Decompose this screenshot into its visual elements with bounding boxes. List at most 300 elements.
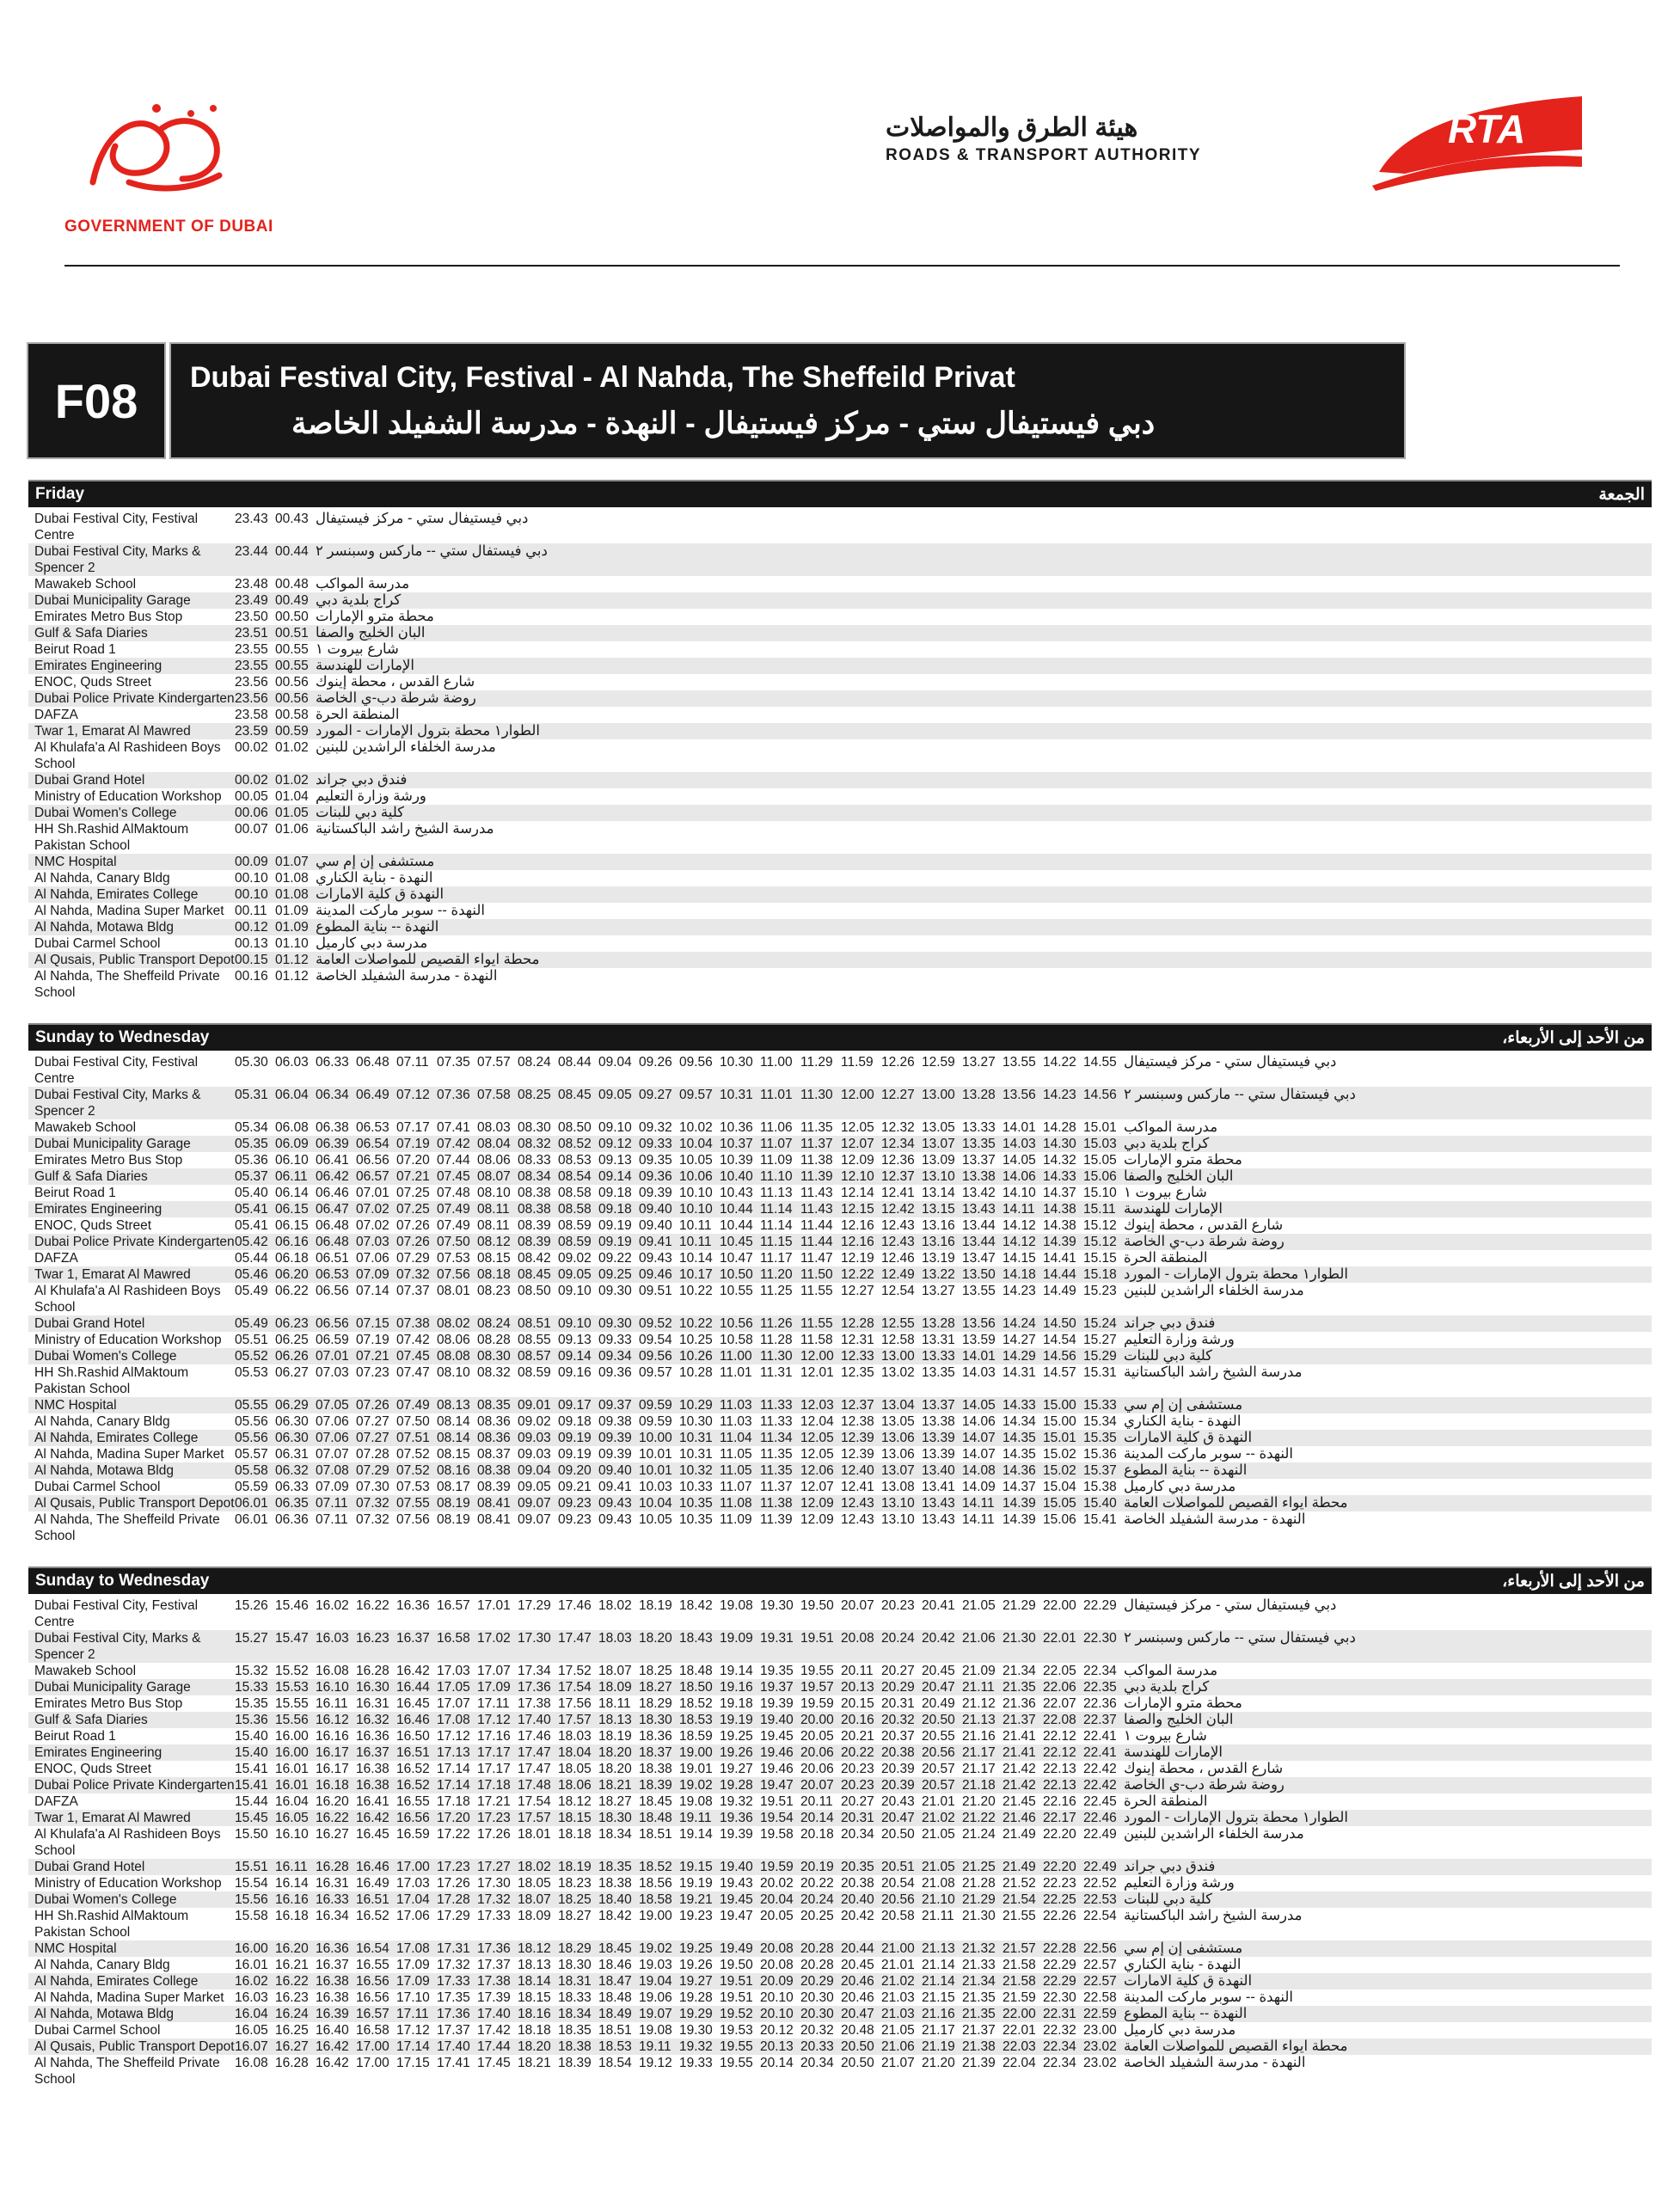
- stop-name-ar: محطة مترو الإمارات: [1124, 1695, 1242, 1711]
- departure-times: [235, 1479, 1124, 1495]
- time-cell: 07.17: [396, 1120, 430, 1135]
- time-cell: 21.20: [962, 1794, 996, 1809]
- time-cell: 14.37: [1043, 1186, 1076, 1200]
- timetable-row: [28, 1597, 1652, 1630]
- time-cell: 17.41: [437, 2056, 470, 2070]
- time-cell: 05.35: [235, 1137, 268, 1151]
- time-cell: 20.21: [841, 1729, 874, 1744]
- time-cell: 19.59: [800, 1696, 834, 1711]
- time-cell: 10.01: [639, 1447, 672, 1462]
- time-cell: 21.36: [1002, 1696, 1036, 1711]
- time-cell: 15.52: [275, 1664, 309, 1678]
- time-cell: 21.59: [1002, 1990, 1036, 2005]
- time-cell: 09.03: [518, 1431, 551, 1445]
- time-cell: 17.57: [518, 1811, 551, 1825]
- time-cell: 12.40: [841, 1463, 874, 1478]
- time-cell: 18.50: [679, 1680, 713, 1695]
- time-cell: 13.39: [922, 1447, 955, 1462]
- time-cell: 06.48: [356, 1055, 389, 1070]
- time-cell: 06.49: [356, 1088, 389, 1102]
- time-cell: 16.11: [275, 1860, 308, 1874]
- time-cell: 19.14: [720, 1664, 753, 1678]
- stop-name-ar: النهدة - بناية الكناري: [1124, 1413, 1242, 1429]
- departure-times: [235, 674, 316, 690]
- departure-times: [235, 1630, 1124, 1646]
- stop-name-ar: كراج بلدية دبي: [1124, 1679, 1210, 1695]
- stop-name-ar: فندق دبي جراند: [1124, 1859, 1216, 1874]
- time-cell: 00.10: [235, 871, 268, 886]
- time-cell: 17.02: [477, 1631, 511, 1646]
- stop-name-ar: البان الخليج والصفا: [316, 625, 426, 641]
- stop-name-en: Twar 1, Emarat Al Mawred: [34, 1811, 191, 1825]
- time-cell: 06.53: [356, 1120, 389, 1135]
- time-cell: 11.38: [760, 1496, 793, 1511]
- time-cell: 07.15: [356, 1316, 389, 1331]
- section-header-sun-wed-evening: [28, 1566, 1652, 1594]
- time-cell: 16.56: [396, 1811, 430, 1825]
- time-cell: 17.22: [437, 1827, 470, 1842]
- route-title-english: Dubai Festival City, Festival - Al Nahda, The Sheffeild Privat: [190, 360, 1015, 394]
- time-cell: 16.25: [275, 2023, 309, 2038]
- time-cell: 18.49: [598, 2007, 632, 2021]
- time-cell: 18.13: [598, 1713, 632, 1727]
- time-cell: 22.29: [1043, 1974, 1076, 1989]
- time-cell: 16.16: [275, 1892, 309, 1907]
- time-cell: 22.37: [1083, 1713, 1117, 1727]
- stop-name-ar: مدرسة دبي كارميل: [1124, 2022, 1236, 2038]
- time-cell: 10.45: [720, 1235, 753, 1249]
- time-cell: 06.32: [275, 1463, 309, 1478]
- timetable-row: [28, 543, 1652, 576]
- time-cell: 11.30: [800, 1088, 833, 1102]
- stop-name-ar: الطوار١ محطة بترول الإمارات - المورد: [1124, 1810, 1348, 1825]
- time-cell: 08.38: [518, 1202, 551, 1217]
- time-cell: 21.16: [922, 2007, 955, 2021]
- departure-times: [235, 1413, 1124, 1430]
- stop-name-ar: شارع بيروت ١: [316, 641, 399, 657]
- time-cell: 11.09: [720, 1512, 752, 1527]
- time-cell: 10.31: [720, 1088, 753, 1102]
- departure-times: [235, 1087, 1124, 1103]
- time-cell: 17.09: [396, 1974, 430, 1989]
- time-cell: 08.16: [437, 1463, 470, 1478]
- time-cell: 12.37: [841, 1398, 874, 1413]
- time-cell: 21.29: [1002, 1598, 1036, 1613]
- time-cell: 11.07: [720, 1480, 752, 1494]
- time-cell: 17.33: [437, 1974, 470, 1989]
- time-cell: 17.47: [518, 1745, 551, 1760]
- time-cell: 14.01: [962, 1349, 996, 1364]
- time-cell: 19.11: [639, 2039, 671, 2054]
- time-cell: 08.38: [477, 1463, 511, 1478]
- time-cell: 11.50: [800, 1267, 833, 1282]
- time-cell: 01.06: [275, 822, 309, 837]
- timetable-row: [28, 1495, 1652, 1511]
- time-cell: 11.35: [760, 1447, 793, 1462]
- time-cell: 16.03: [316, 1631, 349, 1646]
- time-cell: 19.45: [760, 1729, 794, 1744]
- stop-name-ar: دبي فيستيفال ستي - مركز فيستيفال: [1124, 1054, 1337, 1070]
- time-cell: 21.19: [922, 2039, 955, 2054]
- time-cell: 20.13: [841, 1680, 874, 1695]
- time-cell: 13.55: [962, 1284, 996, 1298]
- time-cell: 14.50: [1043, 1316, 1076, 1331]
- time-cell: 17.08: [437, 1713, 470, 1727]
- time-cell: 07.11: [316, 1496, 348, 1511]
- time-cell: 16.46: [356, 1860, 389, 1874]
- time-cell: 09.38: [598, 1414, 632, 1429]
- time-cell: 14.03: [1002, 1137, 1036, 1151]
- time-cell: 19.26: [720, 1745, 753, 1760]
- time-cell: 20.47: [841, 2007, 874, 2021]
- time-cell: 18.30: [598, 1811, 632, 1825]
- departure-times: [235, 1201, 1124, 1217]
- time-cell: 15.44: [235, 1794, 268, 1809]
- time-cell: 08.44: [558, 1055, 592, 1070]
- time-cell: 16.31: [356, 1696, 389, 1711]
- time-cell: 18.19: [598, 1729, 632, 1744]
- time-cell: 09.19: [598, 1235, 632, 1249]
- time-cell: 14.07: [962, 1431, 996, 1445]
- stop-name-en: ENOC, Quds Street: [34, 675, 152, 690]
- time-cell: 01.10: [275, 936, 309, 951]
- time-cell: 17.47: [558, 1631, 592, 1646]
- timetable-row: [28, 886, 1652, 903]
- time-cell: 17.45: [477, 2056, 511, 2070]
- time-cell: 08.06: [477, 1153, 511, 1168]
- time-cell: 12.43: [881, 1235, 915, 1249]
- time-cell: 09.20: [558, 1463, 592, 1478]
- departure-times: [235, 870, 316, 886]
- time-cell: 20.25: [800, 1909, 834, 1923]
- time-cell: 20.48: [841, 2023, 874, 2038]
- time-cell: 11.14: [760, 1202, 793, 1217]
- time-cell: 17.13: [437, 1745, 470, 1760]
- time-cell: 01.07: [275, 855, 309, 869]
- time-cell: 16.18: [275, 1909, 309, 1923]
- time-cell: 17.46: [518, 1729, 551, 1744]
- time-cell: 09.39: [598, 1431, 632, 1445]
- time-cell: 14.35: [1002, 1431, 1036, 1445]
- time-cell: 20.30: [800, 1990, 834, 2005]
- departure-times: [235, 576, 316, 592]
- time-cell: 11.39: [800, 1169, 833, 1184]
- time-cell: 15.02: [1043, 1463, 1076, 1478]
- stop-name-ar: محطة مترو الإمارات: [1124, 1152, 1242, 1168]
- time-cell: 07.02: [356, 1218, 389, 1233]
- timetable-row: [28, 903, 1652, 919]
- time-cell: 13.06: [881, 1447, 915, 1462]
- time-cell: 13.33: [922, 1349, 955, 1364]
- time-cell: 18.16: [518, 2007, 551, 2021]
- stop-name-ar: محطة مترو الإمارات: [316, 609, 434, 624]
- departure-times: [235, 1761, 1124, 1777]
- time-cell: 09.39: [639, 1186, 672, 1200]
- time-cell: 21.54: [1002, 1892, 1036, 1907]
- time-cell: 00.09: [235, 855, 268, 869]
- time-cell: 14.33: [1043, 1169, 1076, 1184]
- time-cell: 22.58: [1083, 1990, 1117, 2005]
- time-cell: 16.44: [396, 1680, 430, 1695]
- time-cell: 06.39: [316, 1137, 349, 1151]
- time-cell: 16.57: [356, 2007, 389, 2021]
- time-cell: 12.27: [881, 1088, 915, 1102]
- time-cell: 06.31: [275, 1447, 309, 1462]
- time-cell: 16.10: [275, 1827, 309, 1842]
- time-cell: 01.02: [275, 740, 309, 755]
- time-cell: 18.03: [558, 1729, 592, 1744]
- time-cell: 13.05: [922, 1120, 955, 1135]
- time-cell: 10.14: [679, 1251, 713, 1266]
- time-cell: 10.10: [679, 1186, 713, 1200]
- stop-name-ar: روضة شرطة دب-ي الخاصة: [1124, 1777, 1285, 1793]
- time-cell: 20.29: [800, 1974, 834, 1989]
- time-cell: 17.28: [437, 1892, 470, 1907]
- time-cell: 17.17: [477, 1745, 511, 1760]
- time-cell: 16.42: [316, 2039, 349, 2054]
- time-cell: 11.55: [800, 1316, 833, 1331]
- departure-times: [235, 1728, 1124, 1744]
- time-cell: 07.29: [356, 1463, 389, 1478]
- time-cell: 17.34: [518, 1664, 551, 1678]
- stop-name-ar: شارع القدس ، محطة إينوك: [1124, 1761, 1284, 1776]
- time-cell: 20.28: [800, 1958, 834, 1972]
- time-cell: 06.22: [275, 1284, 309, 1298]
- time-cell: 05.59: [235, 1480, 268, 1494]
- time-cell: 08.32: [477, 1365, 511, 1380]
- stop-name-ar: النهدة -- بناية المطوع: [1124, 2006, 1248, 2021]
- stop-name-en: Beirut Road 1: [34, 642, 116, 657]
- time-cell: 20.45: [841, 1958, 874, 1972]
- time-cell: 12.04: [800, 1414, 834, 1429]
- stop-name-ar: دبي فيستفال ستي -- ماركس وسبنسر ٢: [1124, 1630, 1356, 1646]
- timetable-rows-sun-wed-evening: [28, 1597, 1652, 2088]
- time-cell: 09.32: [639, 1120, 672, 1135]
- time-cell: 07.32: [396, 1267, 430, 1282]
- time-cell: 19.46: [760, 1762, 794, 1776]
- time-cell: 21.25: [962, 1860, 996, 1874]
- time-cell: 17.38: [518, 1696, 551, 1711]
- time-cell: 18.42: [679, 1598, 713, 1613]
- rta-name-arabic: هيئة الطرق والمواصلات: [886, 113, 1138, 142]
- time-cell: 19.15: [679, 1860, 713, 1874]
- stop-name-en: Dubai Grand Hotel: [34, 773, 145, 788]
- time-cell: 13.59: [962, 1333, 996, 1347]
- time-cell: 19.08: [639, 2023, 672, 2038]
- time-cell: 19.37: [760, 1680, 794, 1695]
- stop-name-en: Mawakeb School: [34, 577, 137, 592]
- time-cell: 12.34: [881, 1137, 915, 1151]
- time-cell: 18.38: [558, 2039, 592, 2054]
- time-cell: 00.05: [235, 789, 268, 804]
- time-cell: 07.19: [396, 1137, 430, 1151]
- time-cell: 20.04: [760, 1892, 794, 1907]
- time-cell: 14.06: [1002, 1169, 1036, 1184]
- time-cell: 07.56: [396, 1512, 430, 1527]
- time-cell: 09.34: [598, 1349, 632, 1364]
- time-cell: 18.34: [558, 2007, 592, 2021]
- time-cell: 09.23: [558, 1496, 592, 1511]
- time-cell: 06.38: [316, 1120, 349, 1135]
- departure-times: [235, 1597, 1124, 1614]
- time-cell: 22.04: [1002, 2056, 1036, 2070]
- time-cell: 19.07: [639, 2007, 672, 2021]
- time-cell: 20.44: [841, 1941, 874, 1956]
- time-cell: 21.14: [922, 1974, 955, 1989]
- time-cell: 14.28: [1043, 1120, 1076, 1135]
- time-cell: 09.16: [558, 1365, 592, 1380]
- time-cell: 23.59: [235, 724, 268, 739]
- time-cell: 07.26: [356, 1398, 389, 1413]
- time-cell: 18.07: [598, 1664, 632, 1678]
- time-cell: 15.54: [235, 1876, 268, 1891]
- time-cell: 10.30: [679, 1414, 713, 1429]
- time-cell: 08.32: [518, 1137, 551, 1151]
- time-cell: 20.56: [922, 1745, 955, 1760]
- time-cell: 19.00: [639, 1909, 672, 1923]
- time-cell: 08.24: [518, 1055, 551, 1070]
- departure-times: [235, 1152, 1124, 1168]
- time-cell: 19.18: [720, 1696, 753, 1711]
- time-cell: 08.34: [518, 1169, 551, 1184]
- time-cell: 20.57: [922, 1778, 955, 1793]
- time-cell: 12.15: [841, 1202, 874, 1217]
- time-cell: 07.45: [396, 1349, 430, 1364]
- time-cell: 16.04: [275, 1794, 309, 1809]
- time-cell: 20.23: [881, 1598, 915, 1613]
- time-cell: 07.27: [356, 1431, 389, 1445]
- time-cell: 20.42: [922, 1631, 955, 1646]
- time-cell: 16.20: [316, 1794, 349, 1809]
- time-cell: 05.49: [235, 1316, 268, 1331]
- time-cell: 16.42: [396, 1664, 430, 1678]
- time-cell: 05.49: [235, 1284, 268, 1298]
- time-cell: 18.48: [679, 1664, 713, 1678]
- time-cell: 15.41: [1083, 1512, 1117, 1527]
- time-cell: 14.22: [1043, 1055, 1076, 1070]
- time-cell: 20.23: [841, 1778, 874, 1793]
- time-cell: 20.10: [760, 2007, 794, 2021]
- time-cell: 19.30: [679, 2023, 713, 2038]
- time-cell: 06.08: [275, 1120, 309, 1135]
- time-cell: 06.57: [356, 1169, 389, 1184]
- time-cell: 15.27: [1083, 1333, 1117, 1347]
- time-cell: 10.33: [679, 1480, 713, 1494]
- stop-name-ar: دبي فيستفال ستي -- ماركس وسبنسر ٢: [1124, 1087, 1356, 1102]
- time-cell: 17.32: [477, 1892, 511, 1907]
- time-cell: 06.11: [275, 1169, 308, 1184]
- time-cell: 18.59: [679, 1729, 713, 1744]
- time-cell: 10.35: [679, 1496, 713, 1511]
- departure-times: [235, 1397, 1124, 1413]
- time-cell: 19.36: [720, 1811, 753, 1825]
- time-cell: 20.24: [881, 1631, 915, 1646]
- time-cell: 13.44: [962, 1235, 996, 1249]
- time-cell: 07.21: [356, 1349, 389, 1364]
- time-cell: 16.05: [235, 2023, 268, 2038]
- stop-name-en: Dubai Police Private Kindergarten: [34, 1778, 235, 1793]
- time-cell: 01.12: [275, 953, 309, 967]
- time-cell: 07.06: [356, 1251, 389, 1266]
- stop-name-ar: النهدة - مدرسة الشفيلد الخاصة: [1124, 1511, 1306, 1527]
- time-cell: 19.35: [760, 1664, 794, 1678]
- time-cell: 16.58: [437, 1631, 470, 1646]
- time-cell: 18.53: [679, 1713, 713, 1727]
- time-cell: 20.06: [800, 1762, 834, 1776]
- departure-times: [235, 1168, 1124, 1185]
- time-cell: 06.46: [316, 1186, 349, 1200]
- stop-name-en: Dubai Carmel School: [34, 936, 161, 951]
- time-cell: 16.00: [235, 1941, 268, 1956]
- time-cell: 07.25: [396, 1202, 430, 1217]
- time-cell: 08.11: [477, 1202, 510, 1217]
- time-cell: 18.02: [518, 1860, 551, 1874]
- time-cell: 12.16: [841, 1235, 874, 1249]
- time-cell: 20.22: [841, 1745, 874, 1760]
- time-cell: 20.08: [841, 1631, 874, 1646]
- time-cell: 08.12: [477, 1235, 511, 1249]
- stop-name-en: NMC Hospital: [34, 1941, 117, 1956]
- time-cell: 09.07: [518, 1512, 551, 1527]
- stop-name-en: Mawakeb School: [34, 1120, 137, 1135]
- time-cell: 17.05: [437, 1680, 470, 1695]
- time-cell: 13.38: [962, 1169, 996, 1184]
- time-cell: 16.02: [235, 1974, 268, 1989]
- time-cell: 08.52: [558, 1137, 592, 1151]
- time-cell: 06.35: [275, 1496, 309, 1511]
- time-cell: 18.40: [598, 1892, 632, 1907]
- time-cell: 13.41: [922, 1480, 955, 1494]
- time-cell: 18.39: [558, 2056, 592, 2070]
- time-cell: 22.00: [1043, 1598, 1076, 1613]
- time-cell: 13.10: [881, 1512, 915, 1527]
- stop-name-en: Beirut Road 1: [34, 1729, 116, 1744]
- time-cell: 13.02: [881, 1365, 915, 1380]
- time-cell: 22.36: [1083, 1696, 1117, 1711]
- time-cell: 10.11: [679, 1218, 712, 1233]
- time-cell: 13.33: [962, 1120, 996, 1135]
- time-cell: 14.11: [962, 1496, 995, 1511]
- time-cell: 23.50: [235, 610, 268, 624]
- time-cell: 07.50: [396, 1414, 430, 1429]
- time-cell: 20.15: [841, 1696, 874, 1711]
- stop-name-ar: الإمارات للهندسة: [1124, 1744, 1223, 1760]
- rta-name-english: ROADS & TRANSPORT AUTHORITY: [886, 146, 1202, 164]
- time-cell: 18.43: [679, 1631, 713, 1646]
- time-cell: 19.19: [679, 1876, 713, 1891]
- time-cell: 07.55: [396, 1496, 430, 1511]
- rta-wordmark: [886, 113, 1272, 165]
- time-cell: 11.03: [720, 1398, 752, 1413]
- time-cell: 18.48: [639, 1811, 672, 1825]
- time-cell: 16.45: [396, 1696, 430, 1711]
- timetable-row: [28, 609, 1652, 625]
- stop-name-en: Al Nahda, Motawa Bldg: [34, 1463, 174, 1478]
- stop-name-en: Al Nahda, The Sheffeild Private School: [34, 969, 220, 1000]
- time-cell: 16.34: [316, 1909, 349, 1923]
- time-cell: 21.52: [1002, 1876, 1036, 1891]
- departure-times: [235, 511, 316, 527]
- time-cell: 11.20: [760, 1267, 793, 1282]
- time-cell: 14.09: [962, 1480, 996, 1494]
- time-cell: 18.56: [639, 1876, 672, 1891]
- time-cell: 16.38: [356, 1778, 389, 1793]
- time-cell: 12.33: [841, 1349, 874, 1364]
- time-cell: 17.30: [477, 1876, 511, 1891]
- stop-name-en: Dubai Festival City, Festival Centre: [34, 1598, 199, 1629]
- stop-name-ar: النهدة - بناية الكناري: [1124, 1957, 1242, 1972]
- stop-name-ar: مدرسة الشيخ راشد الباكستانية: [316, 821, 494, 837]
